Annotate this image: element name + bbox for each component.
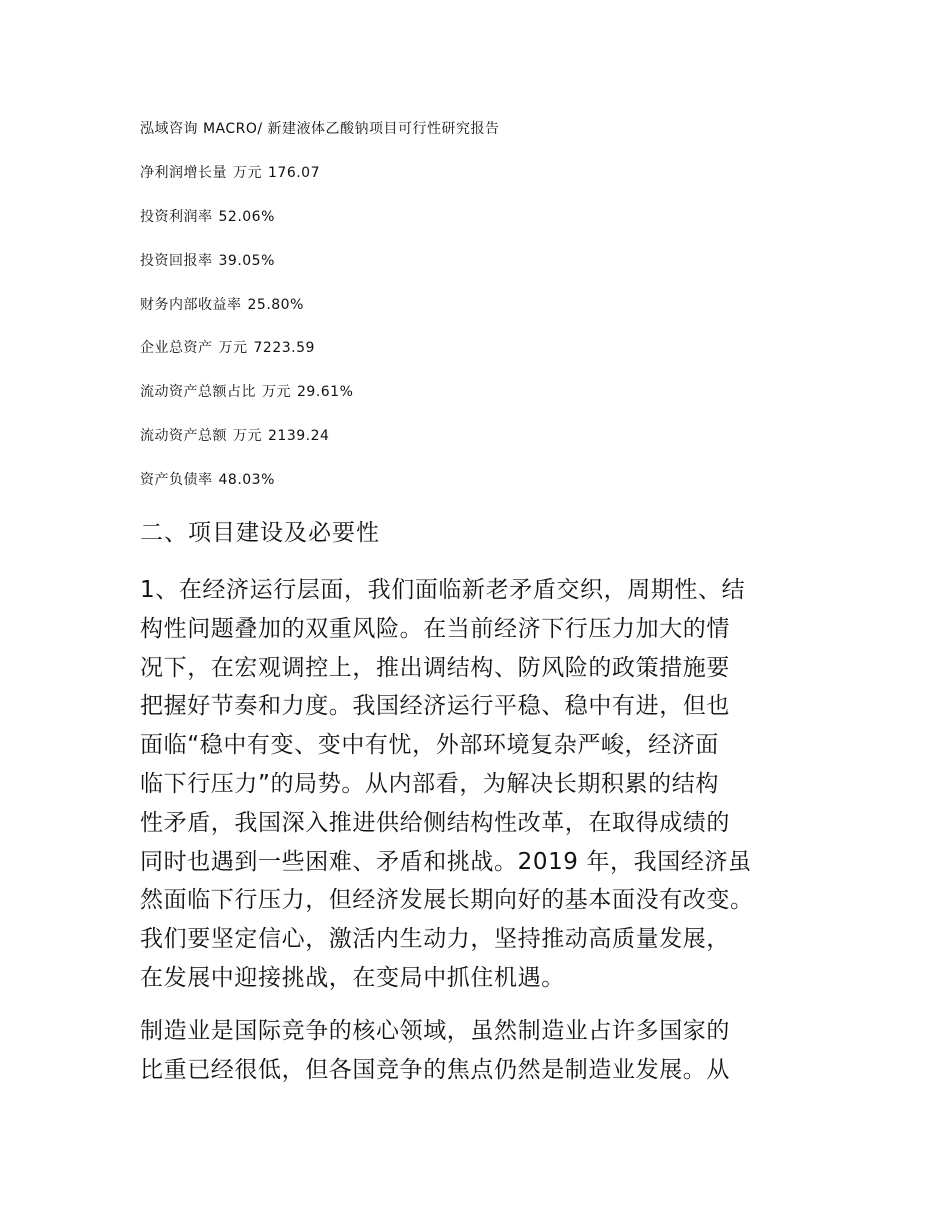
section-heading: 二、项目建设及必要性	[140, 520, 380, 546]
paragraph-line: 把握好节奏和力度。我国经济运行平稳、稳中有进，但也	[140, 693, 730, 720]
metric-value: 176.07	[268, 165, 320, 181]
metric-value: 39.05%	[218, 253, 275, 269]
metric-value: 29.61%	[297, 384, 354, 400]
metric-label: 投资利润率	[140, 209, 213, 225]
metric-value: 7223.59	[253, 340, 315, 356]
paragraph-line: 临下行压力”的局势。从内部看，为解决长期积累的结构	[140, 770, 719, 797]
metric-current-assets-ratio	[140, 381, 353, 401]
metric-label: 投资回报率	[140, 253, 213, 269]
metric-irr	[140, 294, 304, 314]
metric-unit: 万元	[218, 340, 248, 356]
metric-label: 流动资产总额	[140, 428, 227, 444]
metric-label: 资产负债率	[140, 472, 213, 488]
metric-label: 净利润增长量	[140, 165, 227, 181]
paragraph-line: 制造业是国际竞争的核心领域，虽然制造业占许多国家的	[140, 1018, 730, 1044]
paragraph-line: 在发展中迎接挑战，在变局中抓住机遇。	[140, 964, 565, 991]
metric-net-profit-growth	[140, 162, 320, 182]
paragraph-line: 1、在经济运行层面，我们面临新老矛盾交织，周期性、结	[140, 577, 746, 603]
paragraph-line: 然面临下行压力，但经济发展长期向好的基本面没有改变。	[140, 887, 754, 914]
paragraph-line: 况下，在宏观调控上，推出调结构、防风险的政策措施要	[140, 654, 730, 681]
paragraph-manufacturing	[140, 1012, 815, 1090]
metric-value: 52.06%	[218, 209, 275, 225]
metric-label: 流动资产总额占比	[140, 384, 256, 400]
metric-unit: 万元	[233, 428, 262, 444]
paragraph-economic-context	[140, 571, 815, 998]
metric-unit: 万元	[233, 165, 262, 181]
paragraph-line: 我们要坚定信心，激活内生动力，坚持推动高质量发展，	[140, 926, 730, 953]
paragraph-line: 比重已经很低，但各国竞争的焦点仍然是制造业发展。从	[140, 1056, 730, 1083]
metric-value: 48.03%	[218, 472, 275, 488]
metric-total-assets	[140, 337, 315, 357]
paragraph-line: 性矛盾，我国深入推进供给侧结构性改革，在取得成绩的	[140, 809, 730, 836]
metric-debt-ratio	[140, 469, 275, 489]
metric-investment-return-rate	[140, 250, 275, 270]
paragraph-line: 面临“稳中有变、变中有忧，外部环境复杂严峻，经济面	[140, 732, 719, 759]
paragraph-line: 同时也遇到一些困难、矛盾和挑战。2019 年，我国经济虽	[140, 848, 752, 875]
metric-label: 财务内部收益率	[140, 297, 242, 313]
metric-value: 25.80%	[247, 297, 304, 313]
metric-investment-profit-rate	[140, 206, 275, 226]
metric-label: 企业总资产	[140, 340, 213, 356]
report-header: 泓域咨询 MACRO/ 新建液体乙酸钠项目可行性研究报告	[140, 121, 500, 137]
paragraph-line: 构性问题叠加的双重风险。在当前经济下行压力加大的情	[140, 615, 730, 642]
metric-value: 2139.24	[268, 428, 330, 444]
metric-current-assets-total	[140, 425, 329, 445]
metric-unit: 万元	[262, 384, 291, 400]
